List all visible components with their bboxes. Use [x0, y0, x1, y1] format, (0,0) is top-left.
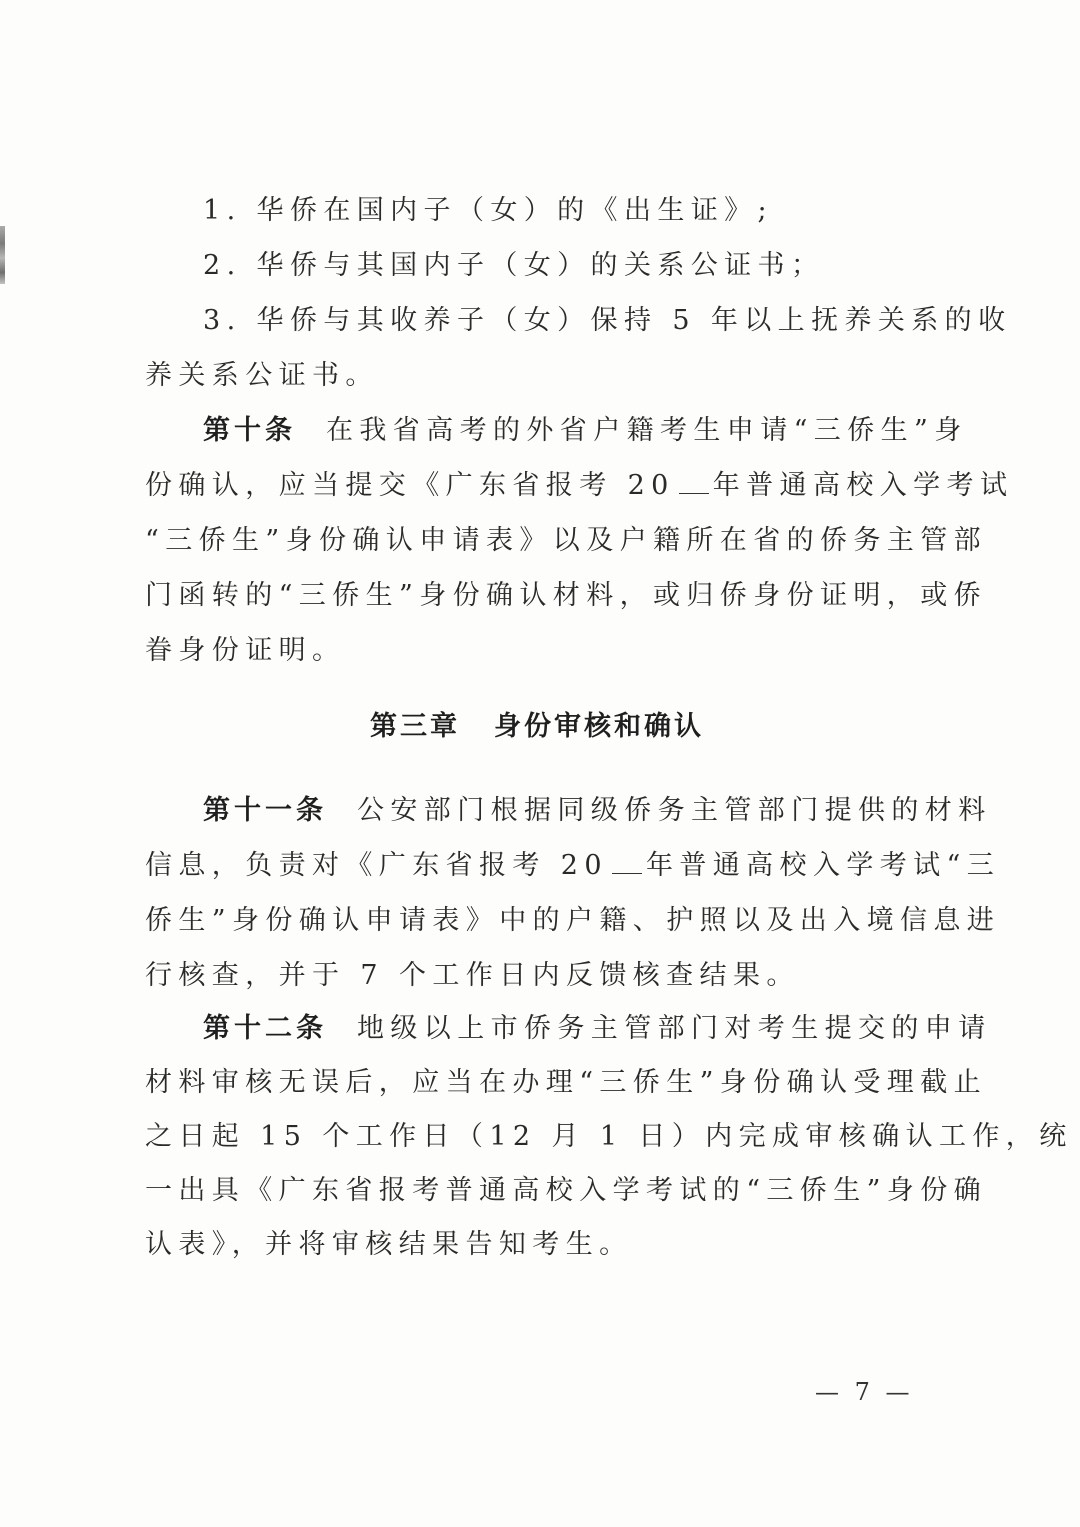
article-10-line-4: 门函转的“三侨生”身份确认材料，或归侨身份证明，或侨 [145, 580, 988, 611]
article-10-text-2b: 年普通高校入学考试 [712, 470, 1014, 501]
article-10-line-2 [145, 469, 1014, 503]
article-12-line-1 [203, 1012, 992, 1046]
article-12-text-1: 地级以上市侨务主管部门对考生提交的申请 [357, 1013, 992, 1044]
article-12-line-2: 材料审核无误后，应当在办理“三侨生”身份确认受理截止 [145, 1067, 988, 1098]
chapter-heading [370, 710, 704, 744]
article-10-heading: 第十条 [203, 415, 296, 446]
year-blank [612, 851, 642, 874]
article-11-line-4: 行核查，并于 7 个工作日内反馈核查结果。 [145, 960, 800, 991]
article-10-text-2a: 份确认，应当提交《广东省报考 20 [145, 470, 675, 501]
article-10-line-5: 眷身份证明。 [145, 635, 346, 666]
article-11-text-1: 公安部门根据同级侨务主管部门提供的材料 [357, 795, 992, 826]
article-11-line-3: 侨生”身份确认申请表》中的户籍、护照以及出入境信息进 [145, 905, 1001, 936]
year-blank [679, 471, 709, 494]
article-10-line-1 [203, 414, 968, 448]
article-12-line-5: 认表》，并将审核结果告知考生。 [145, 1229, 633, 1260]
article-12-heading: 第十二条 [203, 1013, 327, 1044]
article-11-heading: 第十一条 [203, 795, 327, 826]
article-12-line-3: 之日起 15 个工作日（12 月 1 日）内完成审核确认工作，统 [145, 1121, 1073, 1152]
article-11-line-1 [203, 794, 992, 828]
chapter-number: 第三章 [370, 711, 460, 742]
page-number: — 7 — [815, 1378, 914, 1406]
chapter-title: 身份审核和确认 [494, 711, 704, 742]
list-item-2: 2. 华侨与其国内子（女）的关系公证书； [203, 250, 825, 281]
list-item-3-continued: 养关系公证书。 [145, 360, 379, 391]
article-10-line-3: “三侨生”身份确认申请表》以及户籍所在省的侨务主管部 [145, 525, 988, 556]
article-10-text-1: 在我省高考的外省户籍考生申请“三侨生”身 [326, 415, 968, 446]
article-11-line-2 [145, 849, 1001, 883]
article-12-line-4: 一出具《广东省报考普通高校入学考试的“三侨生”身份确 [145, 1175, 988, 1206]
article-11-text-2a: 信息，负责对《广东省报考 20 [145, 850, 608, 881]
list-item-1: 1. 华侨在国内子（女）的《出生证》; [203, 195, 774, 226]
article-11-text-2b: 年普通高校入学考试“三 [645, 850, 1001, 881]
list-item-3: 3. 华侨与其收养子（女）保持 5 年以上抚养关系的收 [203, 305, 1012, 336]
binding-mark [0, 226, 5, 284]
